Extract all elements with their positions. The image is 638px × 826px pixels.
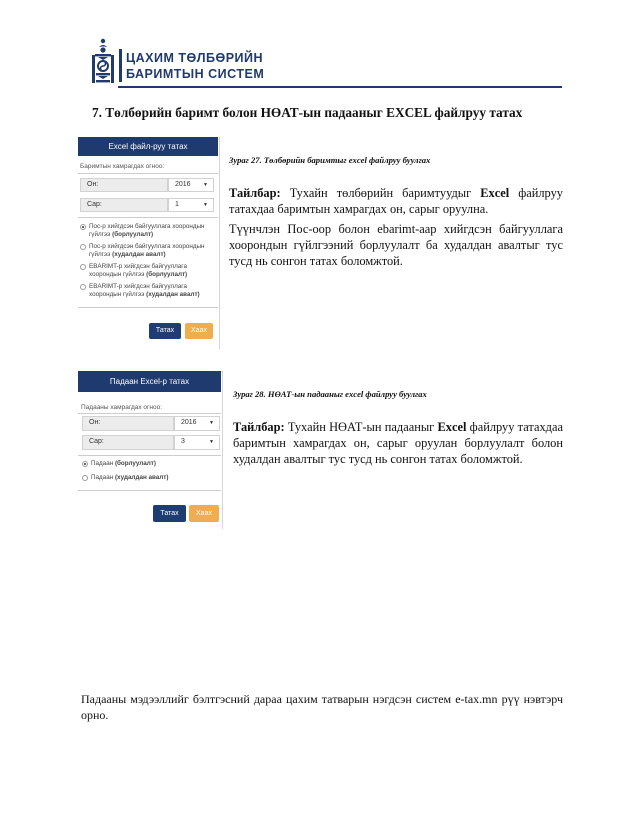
divider bbox=[222, 371, 223, 529]
year-label: Он: bbox=[82, 416, 174, 431]
note-bold: Excel bbox=[437, 420, 467, 434]
option-line: хоорондын гүйлгээ bbox=[89, 271, 147, 278]
year-label: Он: bbox=[80, 178, 168, 192]
year-field[interactable] bbox=[82, 416, 220, 430]
year-value: 2016 bbox=[175, 181, 191, 188]
month-select[interactable] bbox=[168, 198, 214, 212]
option-line: Падаан bbox=[91, 460, 115, 467]
soyombo-icon bbox=[90, 38, 116, 84]
radio-selected[interactable] bbox=[80, 224, 86, 230]
excel-export-dialog bbox=[78, 137, 218, 350]
month-select[interactable] bbox=[174, 435, 220, 450]
option-line: гүйлгээ bbox=[89, 251, 113, 258]
dialog-title: Excel файл-руу татах bbox=[78, 137, 218, 156]
footer-paragraph: Падааны мэдээллийг бэлтгэсний дараа цахим татварын нэгдсэн систем e-tax.mn рүү нэвтэрч орно. bbox=[81, 692, 563, 722]
figure-27-paragraph: Түүнчлэн Пос-оор болон ebarimt-аар хийгдсэн байгууллага хоорондын гүйлгээний борлуулалт ба худалдан авалтыг тус тусд нь сонгон татах боломжтой. bbox=[229, 222, 563, 268]
month-value: 3 bbox=[181, 438, 185, 445]
year-value: 2016 bbox=[181, 419, 197, 426]
divider bbox=[78, 455, 221, 456]
dialog-title: Падаан Excel-р татах bbox=[78, 371, 221, 392]
option-line: EBARIMT-р хийгдсэн байгууллага bbox=[89, 283, 187, 290]
radio-unselected[interactable] bbox=[80, 244, 86, 250]
month-field[interactable] bbox=[80, 198, 214, 212]
figure-28-note bbox=[233, 419, 563, 467]
download-button[interactable]: Татах bbox=[149, 323, 181, 339]
org-name bbox=[126, 50, 264, 82]
figure-27-note bbox=[229, 185, 563, 217]
chevron-down-icon: ▼ bbox=[209, 439, 214, 445]
divider bbox=[219, 137, 220, 349]
option-bold: (худалдан авалт) bbox=[114, 474, 169, 481]
logo-divider bbox=[119, 49, 122, 82]
divider bbox=[78, 217, 218, 218]
option-line: EBARIMT-р хийгдсэн байгууллага bbox=[89, 263, 187, 270]
year-select[interactable] bbox=[174, 416, 220, 431]
radio-unselected[interactable] bbox=[80, 264, 86, 270]
option-line: гүйлгээ bbox=[89, 231, 113, 238]
radio-unselected[interactable] bbox=[80, 284, 86, 290]
month-field[interactable] bbox=[82, 435, 220, 449]
download-button[interactable]: Татах bbox=[153, 505, 186, 522]
radio-selected[interactable] bbox=[82, 461, 88, 467]
radio-unselected[interactable] bbox=[82, 475, 88, 481]
close-button[interactable]: Хаах bbox=[185, 323, 213, 339]
option-bold: (борлуулалт) bbox=[114, 460, 156, 467]
invoice-export-dialog bbox=[78, 371, 223, 529]
note-label: Тайлбар: bbox=[233, 420, 285, 434]
option-line: Падаан bbox=[91, 474, 115, 481]
option-line: хоорондын гүйлгээ bbox=[89, 291, 147, 298]
divider bbox=[78, 307, 218, 308]
note-text: Тухайн НӨАТ-ын падааныг bbox=[284, 420, 438, 434]
figure-27-caption: Зураг 27. Төлбөрийн баримтыг excel файлруу буулгах bbox=[229, 155, 431, 165]
divider bbox=[78, 413, 221, 414]
section-heading: 7. Төлбөрийн баримт болон НӨАТ-ын падааныг EXCEL файлруу татах bbox=[92, 105, 523, 120]
date-range-label: Падааны хамрагдах огноо: bbox=[81, 404, 163, 411]
option-bold: (борлуулалт) bbox=[146, 271, 188, 278]
option-bold: (худалдан авалт) bbox=[146, 291, 200, 298]
note-text: файлруу татахдаа баримтын хамрагдах он, сарыг оруулна. bbox=[229, 186, 563, 216]
divider bbox=[78, 490, 221, 491]
option-line: Пос-р хийгдсэн байгууллага хоорондын bbox=[89, 223, 205, 230]
divider bbox=[78, 173, 218, 174]
date-range-label: Баримтын хамрагдах огноо: bbox=[80, 163, 165, 170]
option-line: Пос-р хийгдсэн байгууллага хоорондын bbox=[89, 243, 205, 250]
chevron-down-icon: ▼ bbox=[203, 202, 208, 208]
note-bold: Excel bbox=[480, 186, 510, 200]
month-value: 1 bbox=[175, 201, 179, 208]
close-button[interactable]: Хаах bbox=[189, 505, 219, 522]
option-bold: (худалдан авалт) bbox=[112, 251, 166, 258]
chevron-down-icon: ▼ bbox=[209, 420, 214, 426]
org-name-line2: БАРИМТЫН СИСТЕМ bbox=[126, 67, 265, 81]
option-bold: (борлуулалт) bbox=[112, 231, 154, 238]
chevron-down-icon: ▼ bbox=[203, 182, 208, 188]
note-text: Тухайн төлбөрийн баримтуудыг bbox=[280, 186, 481, 200]
org-name-line1: ЦАХИМ ТӨЛБӨРИЙН bbox=[126, 51, 264, 65]
note-label: Тайлбар: bbox=[229, 186, 281, 200]
year-field[interactable] bbox=[80, 178, 214, 192]
month-label: Сар: bbox=[82, 435, 174, 450]
month-label: Сар: bbox=[80, 198, 168, 212]
year-select[interactable] bbox=[168, 178, 214, 192]
note-text: файлруу татахдаа баримтын хамрагдах он, сарыг оруулан борлуулалт болон худалдан авалтыг тус тусд нь сонгон татах боломжтой. bbox=[233, 420, 563, 466]
figure-28-caption: Зураг 28. НӨАТ-ын падааныг excel файлруу буулгах bbox=[233, 389, 427, 399]
header-rule bbox=[118, 86, 562, 88]
